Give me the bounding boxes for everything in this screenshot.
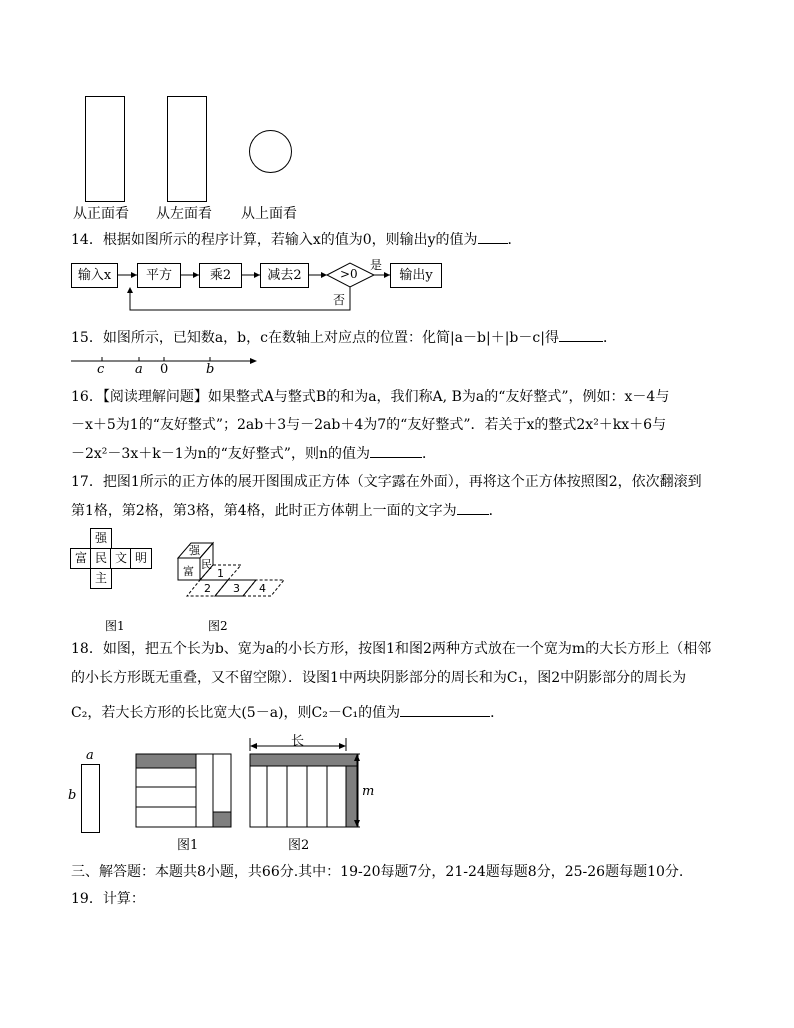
flow-output-box: 输出y [390, 263, 442, 288]
q18-fig1-label: 图1 [177, 838, 199, 853]
q16-line1: 16．【阅读理解问题】如果整式A与整式B的和为a，我们称A, B为a的“友好整式”，例如：x－4与 [71, 389, 670, 405]
q17-line1: 17．把图1所示的正方体的展开图围成正方体（文字露在外面），再将这个正方体按照图2，依次翻滚到 [71, 474, 702, 490]
cube-face-qiang: 强 [189, 544, 200, 557]
cell-4: 4 [259, 582, 266, 595]
q18-line1: 18．如图，把五个长为b、宽为a的小长方形，按图1和图2两种方式放在一个宽为m的大长方形上（相邻 [71, 641, 712, 657]
cell-2: 2 [204, 582, 211, 595]
net-cell-wen: 文 [110, 548, 132, 569]
q18-fig2-label: 图2 [288, 838, 310, 853]
q18-line3: C₂，若大长方形的长比宽大(5－a)，则C₂－C₁的值为 ． [71, 702, 504, 723]
axis-label-a: a [135, 362, 143, 377]
q17-line2: 第1格，第2格，第3格，第4格，此时正方体朝上一面的文字为 ． [71, 500, 503, 521]
q17-fig1-label: 图1 [105, 619, 125, 633]
q14-text: 14．根据如图所示的程序计算，若输入x的值为0，则输出y的值为 ． [71, 229, 522, 250]
m-label: m [362, 784, 375, 799]
flow-no-label: 否 [333, 293, 346, 307]
small-rect-b-label: b [68, 788, 77, 803]
flow-square-box: 平方 [137, 263, 181, 288]
axis-label-0: 0 [160, 362, 169, 377]
flow-times2-box: 乘2 [199, 263, 242, 288]
small-rect-a-label: a [86, 748, 94, 763]
q17-fig2-label: 图2 [208, 619, 228, 633]
net-cell-min: 民 [90, 548, 112, 569]
net-cell-fu: 富 [70, 548, 92, 569]
net-cell-qiang: 强 [90, 528, 112, 549]
long-label: 长 [291, 734, 305, 749]
cell-3: 3 [233, 582, 240, 595]
flow-input-box: 输入x [71, 263, 118, 288]
q15-text: 15．如图所示，已知数a，b，c在数轴上对应点的位置：化简|a－b|＋|b－c|得 ． [71, 327, 617, 348]
axis-label-c: c [97, 362, 105, 377]
view-label-front: 从正面看 [73, 206, 129, 222]
q19-text: 19．计算： [71, 891, 145, 907]
section3-heading: 三、解答题：本题共8小题，共66分.其中：19-20每题7分，21-24题每题8分，25-26题每题10分. [71, 864, 684, 880]
axis-label-b: b [206, 362, 215, 377]
q16-line2: －x＋5为1的“友好整式”；2ab＋3与－2ab＋4为7的“友好整式”．若关于x的整式2x²＋kx＋6与 [71, 417, 667, 433]
flow-condition: >0 [340, 267, 358, 281]
cube-face-min: 民 [201, 558, 212, 571]
flow-yes-label: 是 [370, 258, 383, 272]
view-label-top: 从上面看 [241, 206, 297, 222]
q16-line3: －2x²－3x＋k－1为n的“友好整式”，则n的值为 ． [71, 443, 436, 464]
view-label-left: 从左面看 [156, 206, 212, 222]
net-cell-ming: 明 [130, 548, 152, 569]
q18-line2: 的小长方形既无重叠，又不留空隙）．设图1中两块阴影部分的周长和为C₁，图2中阴影部分的周长为 [71, 670, 687, 686]
cube-face-fu: 富 [183, 565, 194, 578]
net-cell-zhu: 主 [90, 568, 112, 589]
flow-minus2-box: 减去2 [260, 263, 309, 288]
cell-1: 1 [217, 567, 224, 580]
